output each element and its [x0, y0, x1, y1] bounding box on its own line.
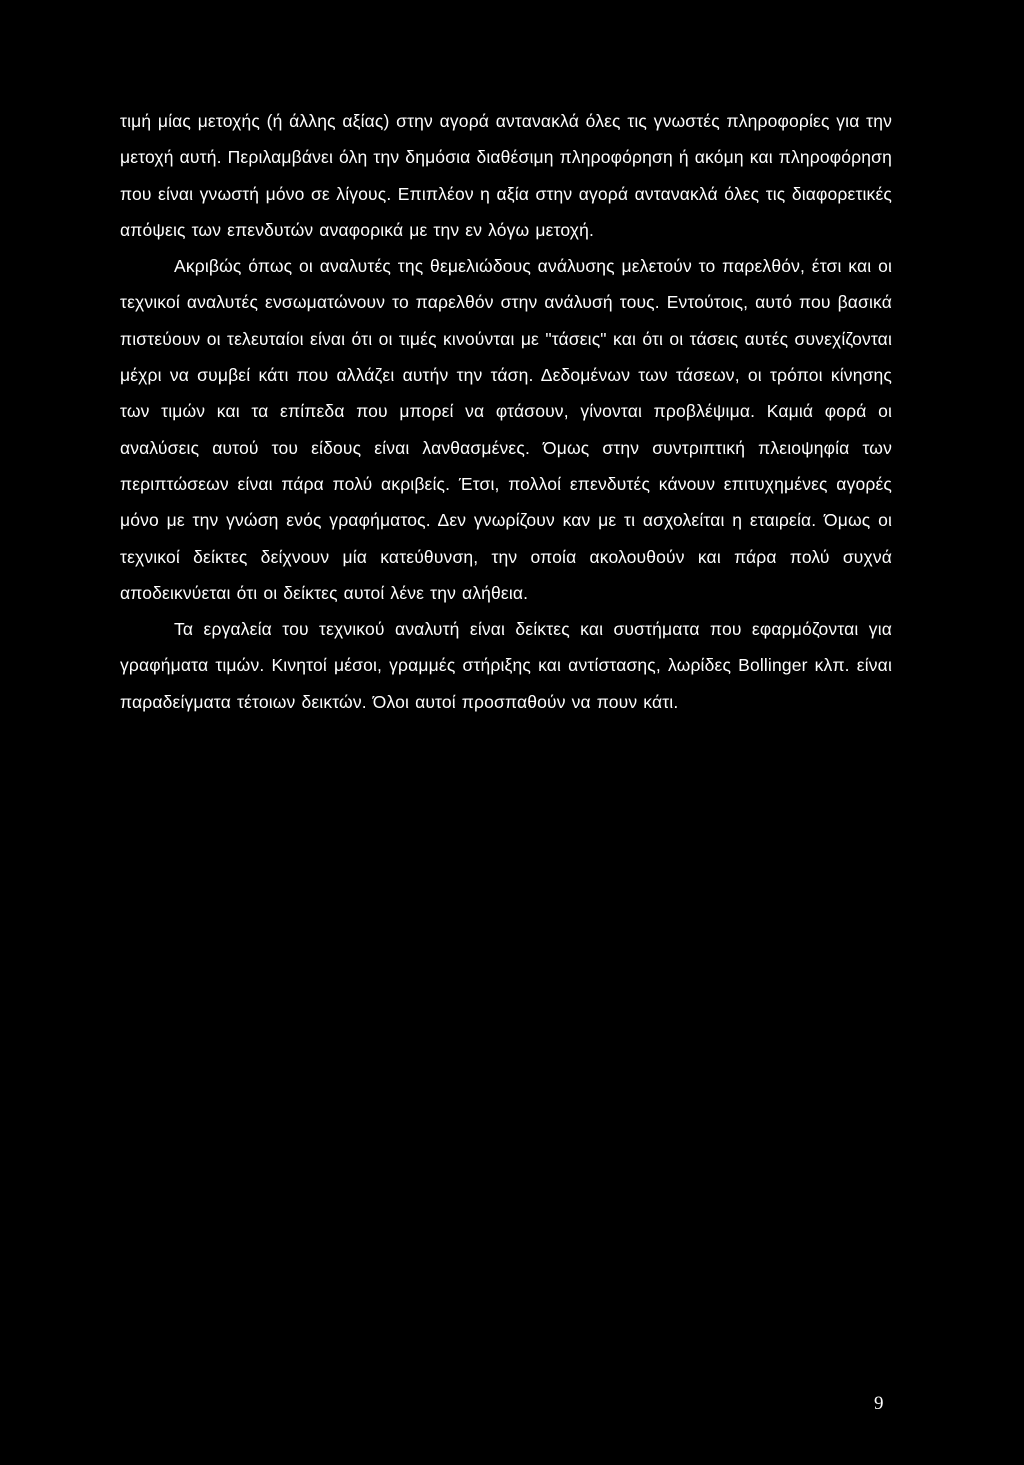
page-number: 9 — [874, 1393, 884, 1414]
paragraph-analyst-tools: Τα εργαλεία του τεχνικού αναλυτή είναι δείκτες και συστήματα που εφαρμόζονται για γραφήματα τιμών. Κινητοί μέσοι, γραμμές στήριξης και αντίστασης, λωρίδες Bollinger κλπ. είναι παραδείγματα τέτοιων δεικτών. Όλοι αυτοί προσπαθούν να πουν κάτι. — [120, 619, 892, 712]
paragraph-technical-analysts: Ακριβώς όπως οι αναλυτές της θεμελιώδους ανάλυσης μελετούν το παρελθόν, έτσι και οι τεχνικοί αναλυτές ενσωματώνουν το παρελθόν στην ανάλυσή τους. Εντούτοις, αυτό που βασικά πιστεύουν οι τελευταίοι είναι ότι οι τιμές κινούνται με "τάσεις" και ότι οι τάσεις αυτές συνεχίζονται μέχρι να συμβεί κάτι που αλλάζει αυτήν την τάση. Δεδομένων των τάσεων, οι τρόποι κίνησης των τιμών και τα επίπεδα που μπορεί να φτάσουν, γίνονται προβλέψιμα. Καμιά φορά οι αναλύσεις αυτού του είδους είναι λανθασμένες. Όμως στην συντριπτική πλειοψηφία των περιπτώσεων είναι πάρα πολύ ακριβείς. Έτσι, πολλοί επενδυτές κάνουν επιτυχημένες αγορές μόνο με την γνώση ενός γραφήματος. Δεν γνωρίζουν καν με τι ασχολείται η εταιρεία. Όμως οι τεχνικοί δείκτες δείχνουν μία κατεύθυνση, την οποία ακολουθούν και πάρα πολύ συχνά αποδεικνύεται ότι οι δείκτες αυτοί λένε την αλήθεια. — [120, 256, 892, 603]
body-text — [120, 103, 892, 720]
paragraph-continuation: τιμή μίας μετοχής (ή άλλης αξίας) στην αγορά αντανακλά όλες τις γνωστές πληροφορίες για την μετοχή αυτή. Περιλαμβάνει όλη την δημόσια διαθέσιμη πληροφόρηση ή ακόμη και πληροφόρηση που είναι γνωστή μόνο σε λίγους. Επιπλέον η αξία στην αγορά αντανακλά όλες τις διαφορετικές απόψεις των επενδυτών αναφορικά με την εν λόγω μετοχή. — [120, 111, 892, 240]
